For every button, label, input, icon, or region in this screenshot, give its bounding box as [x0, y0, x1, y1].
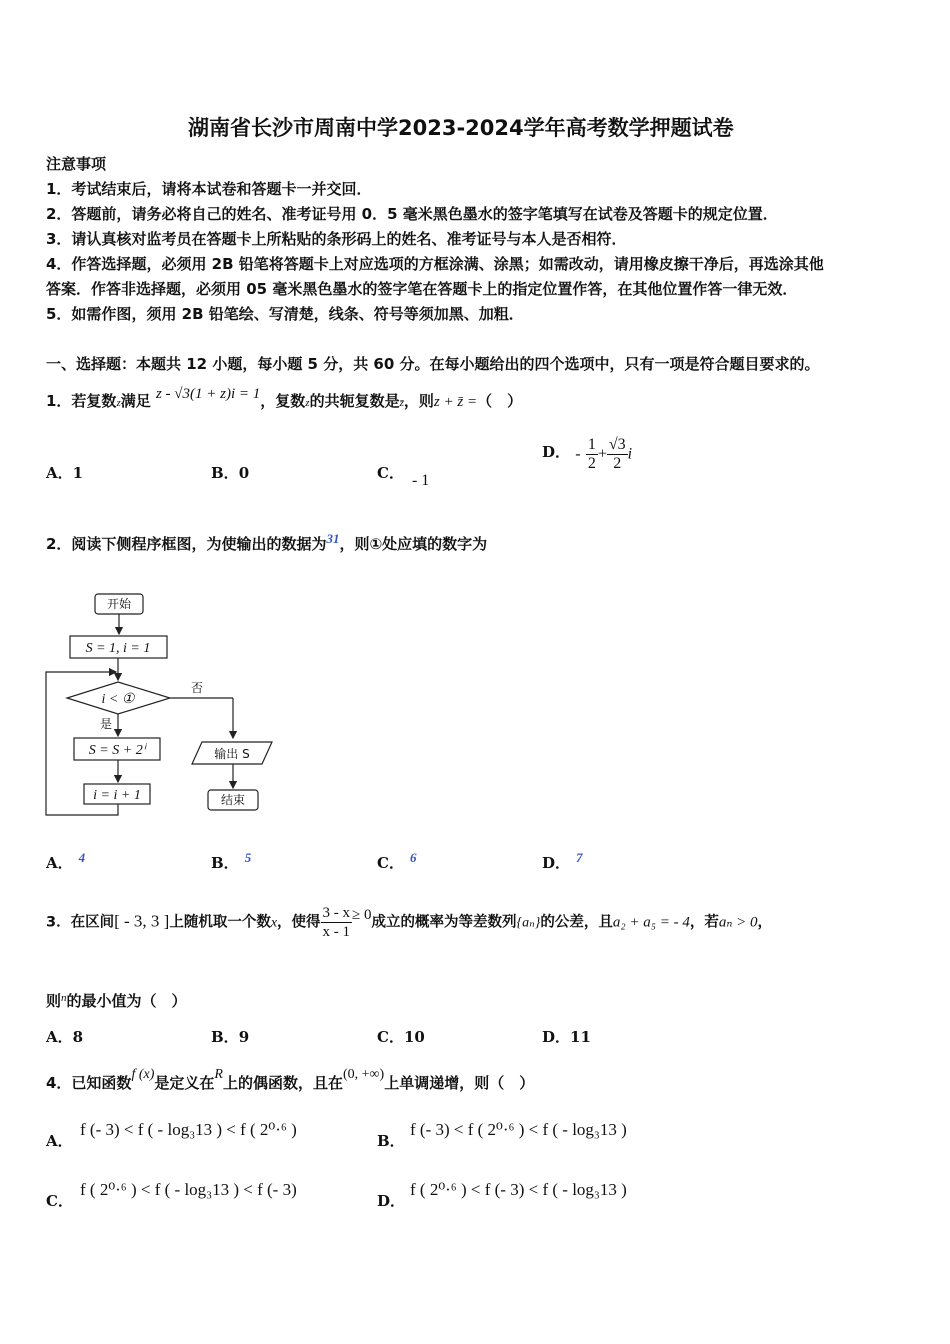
q4-option-a: A． — [46, 1132, 73, 1150]
q4-option-c-expr: f ( 2⁰·⁶ ) < f ( - log₃13 ) < f (- 3) — [80, 1180, 297, 1199]
q1-option-a: A．1 — [46, 464, 84, 482]
flow-init-label: S = 1, i = 1 — [85, 641, 151, 656]
q1-option-c: C． - 1 — [377, 464, 430, 489]
flow-yes-label: 是 — [100, 717, 113, 731]
question-2: 2．阅读下侧程序框图，为使输出的数据为31，则①处应填的数字为 — [46, 531, 488, 553]
question-3-line2: 则$^n$的最小值为（ ） — [46, 992, 187, 1010]
q4-option-a-expr: f (- 3) < f ( - log₃13 ) < f ( 2⁰·⁶ ) — [80, 1120, 297, 1139]
notice-item: 3．请认真核对监考员在答题卡上所粘贴的条形码上的姓名、准考证号与本人是否相符． — [46, 230, 627, 248]
section-heading: 一、选择题：本题共 12 小题，每小题 5 分，共 60 分。在每小题给出的四个选项中，只有一项是符合题目要求的。 — [46, 355, 820, 373]
q2-option-c: C． 6 — [377, 850, 417, 872]
q1-equation: z - √3(1 + z)i = 1 — [155, 386, 261, 402]
notice-heading: 注意事项 — [46, 155, 107, 173]
flow-end-label: 结束 — [220, 793, 246, 807]
question-1: 1．若复数z满足 z - √3(1 + z)i = 1，复数z的共轭复数是z̄，则z + z̄ =（ ） — [46, 386, 523, 410]
q3-option-b: B．9 — [211, 1028, 250, 1046]
q3-option-a: A．8 — [46, 1028, 84, 1046]
flow-no-label: 否 — [191, 681, 204, 695]
flow-inc-label: i = i + 1 — [93, 788, 141, 803]
flow-start-label: 开始 — [106, 597, 132, 611]
q3-option-d: D．11 — [542, 1028, 591, 1046]
q4-option-d-expr: f ( 2⁰·⁶ ) < f (- 3) < f ( - log₃13 ) — [410, 1180, 627, 1199]
q2-option-d: D． 7 — [542, 850, 583, 872]
page-title: 湖南省长沙市周南中学2023-2024学年高考数学押题试卷 — [188, 116, 734, 140]
notice-item: 4．作答选择题，必须用 2B 铅笔将答题卡上对应选项的方框涂满、涂黑；如需改动，请用橡皮擦干净后，再选涂其他 — [46, 255, 824, 273]
notice-item: 答案．作答非选择题，必须用 05 毫米黑色墨水的签字笔在答题卡上的指定位置作答，在其他位置作答一律无效． — [46, 280, 798, 298]
q2-option-a: A． 4 — [46, 850, 86, 872]
q1-option-b: B．0 — [211, 464, 250, 482]
q4-option-d: D． — [377, 1192, 406, 1210]
q3-option-c: C．10 — [377, 1028, 425, 1046]
q1-option-d: D． - $\frac{1}{2}$ + $\frac{√3}{2}$ i — [542, 436, 633, 472]
flow-condition-label: i < ① — [101, 692, 135, 707]
question-3: 3．在区间[ - 3, 3 ]上随机取一个数x，使得 $\frac{3 - x}{x - 1}$ ≥ 0成立的概率为等差数列{aₙ}的公差，且a₂ + a₅ = - 4，若aₙ > 0， — [46, 905, 773, 940]
notice-item: 1．考试结束后，请将本试卷和答题卡一并交回． — [46, 180, 372, 198]
q4-option-c: C． — [46, 1192, 73, 1210]
q2-option-b: B． 5 — [211, 850, 252, 872]
q1-expression: z + z̄ = — [433, 394, 478, 410]
flowchart — [40, 590, 280, 820]
q4-option-b-expr: f (- 3) < f ( 2⁰·⁶ ) < f ( - log₃13 ) — [410, 1120, 627, 1139]
notice-item: 2．答题前，请务必将自己的姓名、准考证号用 0．5 毫米黑色墨水的签字笔填写在试卷及答题卡的规定位置． — [46, 205, 778, 223]
q4-option-b: B． — [377, 1132, 405, 1150]
flow-step-label: S = S + 2ⁱ — [88, 743, 146, 758]
flow-output-label: 输出 S — [214, 747, 250, 761]
question-4: 4．已知函数f (x)是定义在R上的偶函数，且在(0, +∞)上单调递增，则（ ） — [46, 1067, 535, 1092]
notice-item: 5．如需作图，须用 2B 铅笔绘、写清楚，线条、符号等须加黑、加粗． — [46, 305, 524, 323]
